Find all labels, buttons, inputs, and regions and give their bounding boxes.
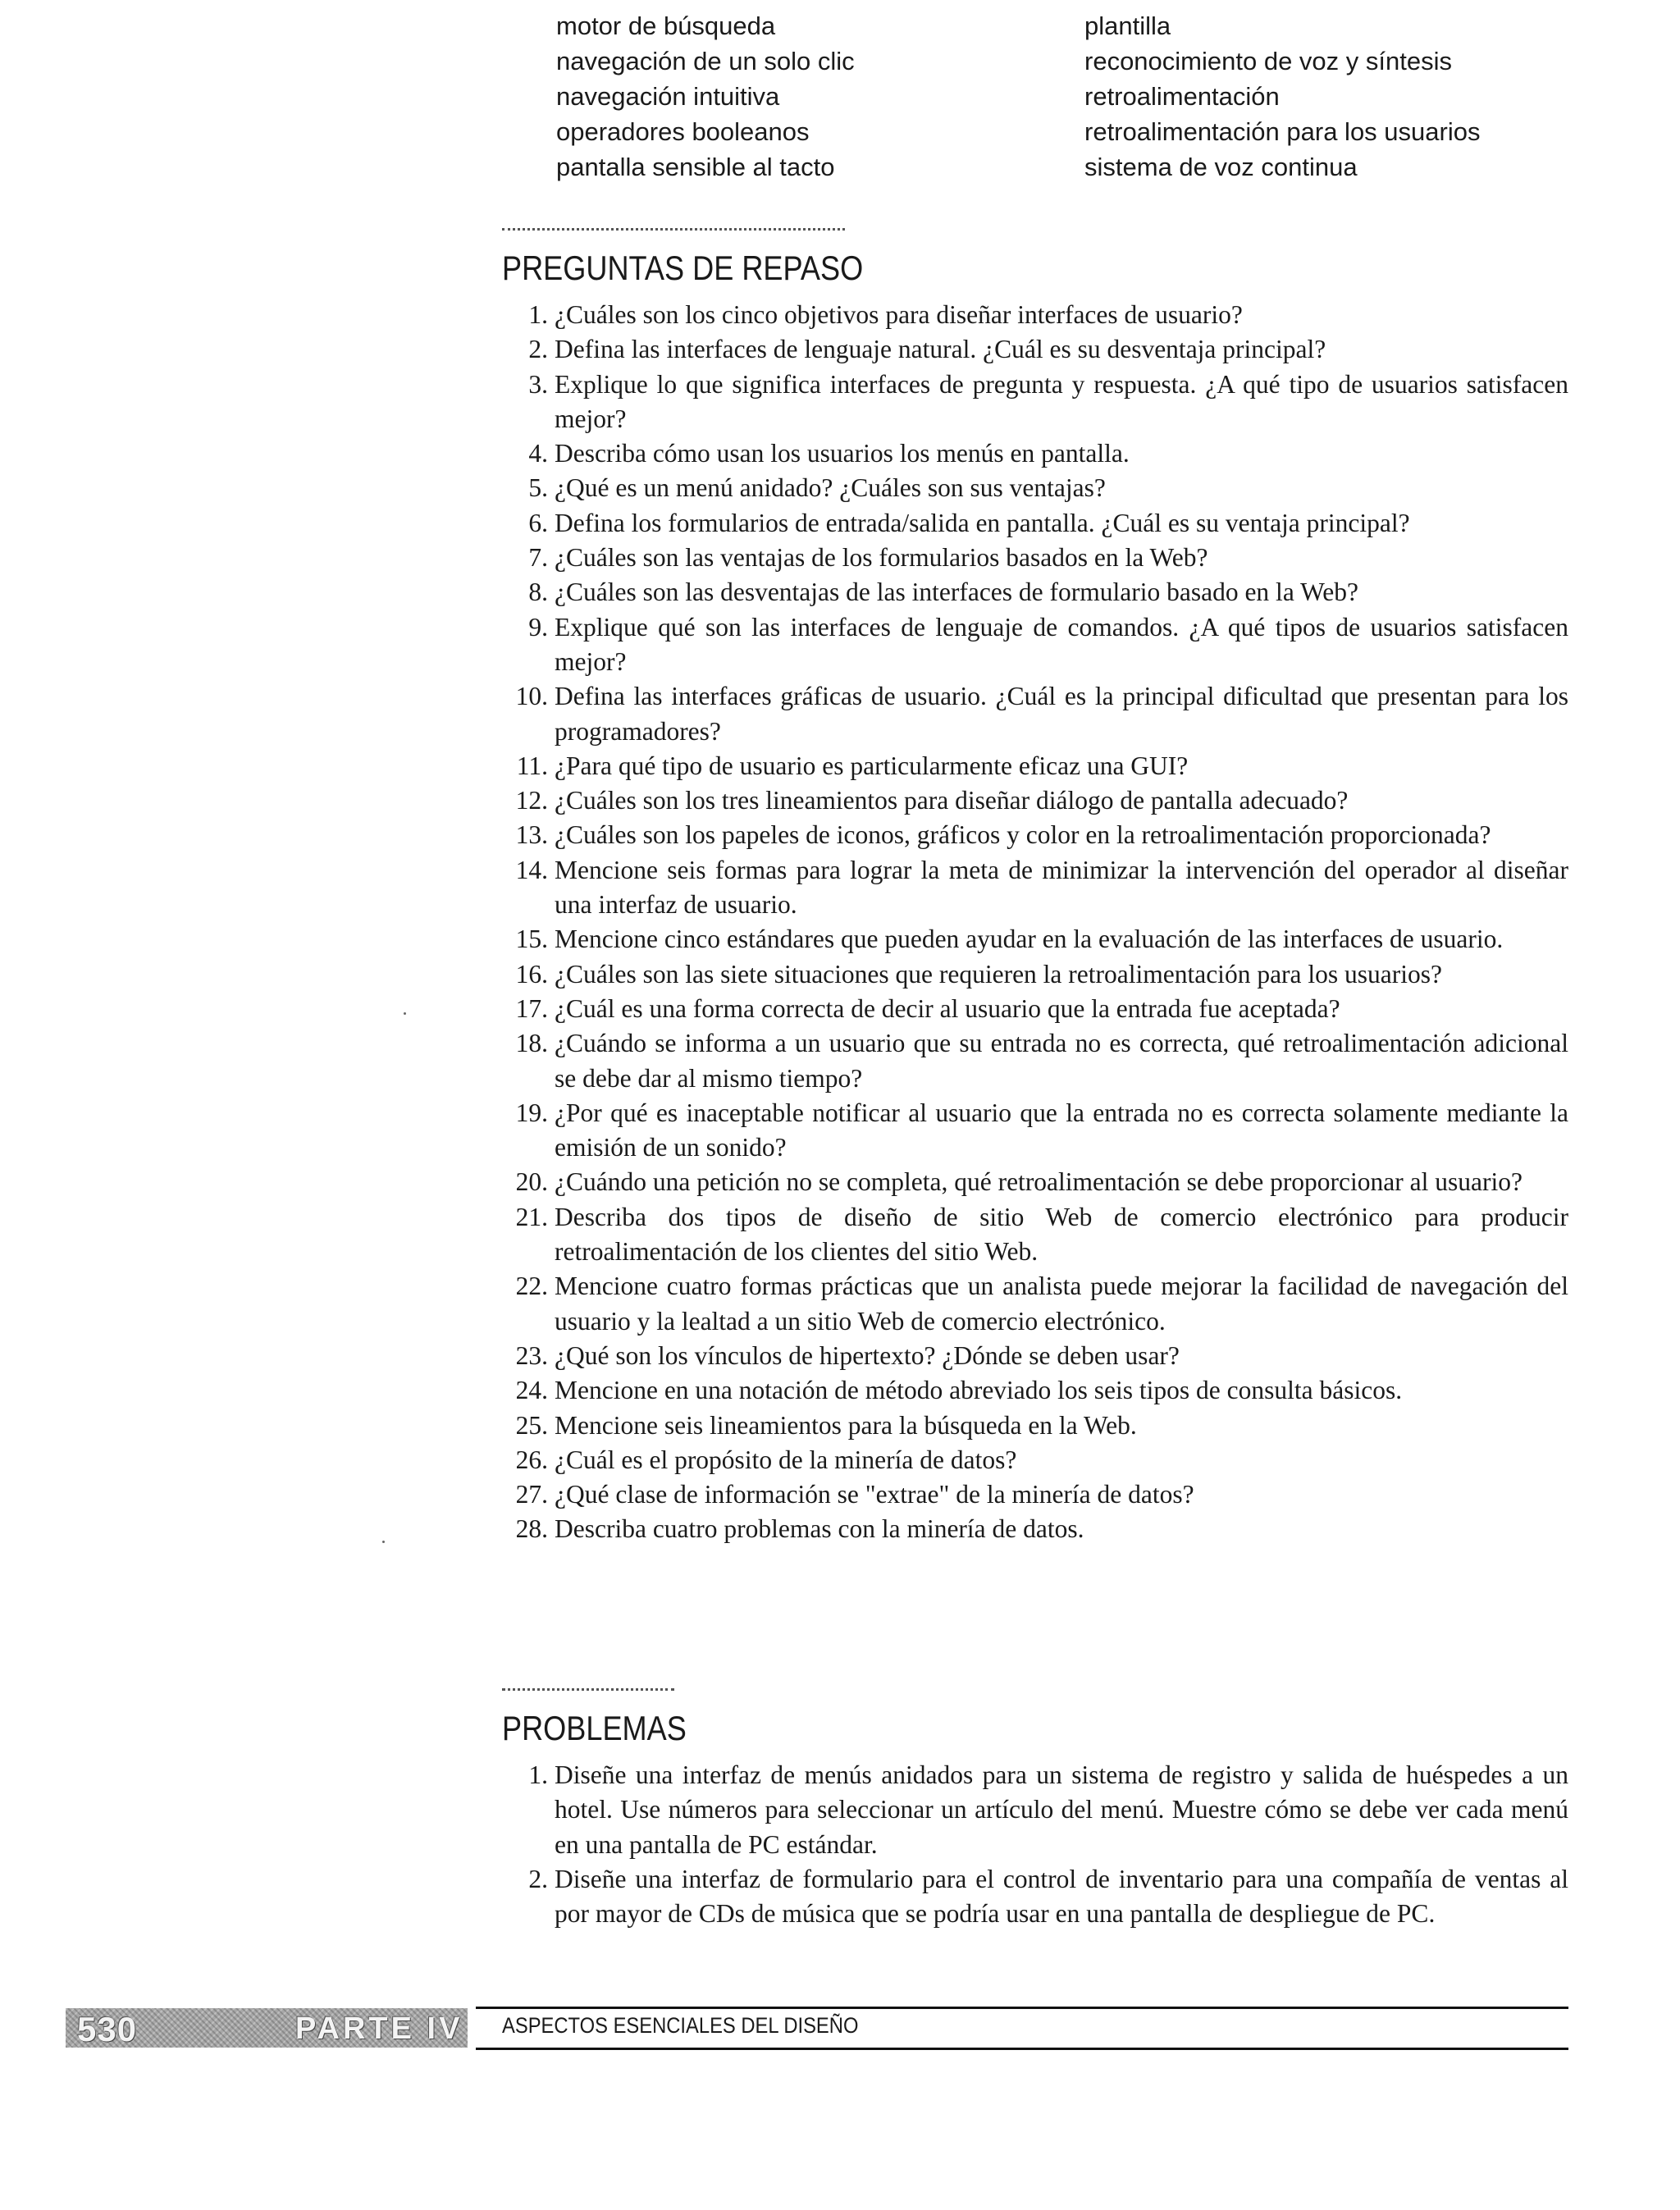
question-item (502, 957, 1568, 992)
question-number: 9. (528, 612, 548, 642)
question-text: Describa cómo usan los usuarios los menús en pantalla. (555, 439, 1130, 468)
question-text: Describa dos tipos de diseño de sitio Web de comercio electrónico para producir retroalimentación de los clientes del sitio Web. (555, 1202, 1568, 1267)
question-number: 27. (515, 1480, 548, 1509)
question-text: Defina las interfaces gráficas de usuario. ¿Cuál es la principal dificultad que presentan para los programadores? (555, 682, 1568, 746)
question-number: 14. (515, 855, 548, 884)
question-item (502, 818, 1568, 852)
chapter-running-title: ASPECTOS ESENCIALES DEL DISEÑO (502, 2013, 859, 2038)
review-questions-list (502, 298, 1568, 1547)
question-item (502, 471, 1568, 505)
question-number: 26. (515, 1445, 548, 1474)
question-number: 1. (528, 1760, 548, 1789)
term: sistema de voz continua (1084, 153, 1358, 181)
term: retroalimentación para los usuarios (1084, 117, 1481, 146)
part-banner (66, 2008, 468, 2048)
question-item (502, 1096, 1568, 1166)
question-text: ¿Qué clase de información se "extrae" de la minería de datos? (555, 1480, 1194, 1509)
question-text: ¿Cuáles son las ventajas de los formularios basados en la Web? (555, 543, 1208, 573)
question-number: 1. (528, 300, 548, 329)
question-item (502, 1373, 1568, 1408)
question-item (502, 1477, 1568, 1512)
question-text: Explique qué son las interfaces de lenguaje de comandos. ¿A qué tipos de usuarios satisfacen mejor? (555, 612, 1568, 676)
question-number: 28. (515, 1514, 548, 1544)
terms-right-column (1084, 8, 1480, 185)
question-number: 10. (515, 682, 548, 711)
question-number: 17. (515, 993, 548, 1023)
question-text: ¿Para qué tipo de usuario es particularmente eficaz una GUI? (555, 751, 1189, 780)
question-text: Diseñe una interfaz de formulario para el control de inventario para una compañía de ventas al por mayor de CDs de música que se podría usar en una pantalla de despliegue de PC. (555, 1864, 1568, 1929)
section-title: PROBLEMAS (502, 1709, 687, 1747)
question-number: 18. (515, 1029, 548, 1058)
question-text: ¿Cuándo una petición no se completa, qué retroalimentación se debe proporcionar al usuario? (555, 1167, 1522, 1197)
question-text: Defina las interfaces de lenguaje natural. ¿Cuál es su desventaja principal? (555, 335, 1326, 364)
term: pantalla sensible al tacto (556, 153, 835, 181)
section-title: PREGUNTAS DE REPASO (502, 249, 864, 287)
question-number: 6. (528, 508, 548, 537)
question-text: ¿Cuáles son los cinco objetivos para diseñar interfaces de usuario? (555, 300, 1243, 329)
question-item (502, 1200, 1568, 1270)
term: reconocimiento de voz y síntesis (1084, 47, 1452, 75)
question-text: ¿Cuál es el propósito de la minería de datos? (555, 1445, 1017, 1474)
question-item (502, 992, 1568, 1026)
question-text: ¿Cuáles son los tres lineamientos para diseñar diálogo de pantalla adecuado? (555, 786, 1349, 815)
dotted-divider (502, 1688, 674, 1691)
problems-list (502, 1758, 1568, 1931)
question-item (502, 922, 1568, 957)
term: navegación de un solo clic (556, 47, 855, 75)
question-number: 4. (528, 439, 548, 468)
question-item (502, 436, 1568, 471)
question-item (502, 506, 1568, 541)
question-number: 11. (516, 751, 548, 780)
term: retroalimentación (1084, 82, 1280, 111)
question-number: 21. (515, 1202, 548, 1231)
question-number: 3. (528, 369, 548, 399)
term: operadores booleanos (556, 117, 810, 146)
question-text: Mencione seis formas para lograr la meta de minimizar la intervención del operador al diseñar una interfaz de usuario. (555, 855, 1568, 920)
question-number: 8. (528, 578, 548, 607)
question-item (502, 575, 1568, 610)
question-text: Defina los formularios de entrada/salida en pantalla. ¿Cuál es su ventaja principal? (555, 508, 1410, 537)
term: motor de búsqueda (556, 11, 776, 40)
question-item (502, 1512, 1568, 1546)
question-number: 22. (515, 1272, 548, 1301)
question-number: 24. (515, 1376, 548, 1405)
review-questions-section (502, 228, 1568, 1547)
question-item (502, 679, 1568, 749)
question-item (502, 1339, 1568, 1373)
question-text: ¿Cuáles son las siete situaciones que requieren la retroalimentación para los usuarios? (555, 959, 1442, 989)
question-number: 12. (515, 786, 548, 815)
question-item (502, 853, 1568, 923)
question-number: 7. (528, 543, 548, 573)
question-item (502, 298, 1568, 332)
term: navegación intuitiva (556, 82, 780, 111)
question-number: 2. (528, 335, 548, 364)
terms-left-column (556, 8, 855, 185)
question-text: Mencione cuatro formas prácticas que un analista puede mejorar la facilidad de navegación del usuario y la lealtad a un sitio Web de comercio electrónico. (555, 1272, 1568, 1336)
part-label: PARTE IV (295, 2011, 463, 2046)
question-number: 5. (528, 473, 548, 503)
question-number: 15. (515, 925, 548, 954)
scan-speck (404, 1012, 406, 1015)
question-item (502, 1409, 1568, 1443)
scan-speck (382, 1541, 385, 1543)
question-text: Mencione seis lineamientos para la búsqueda en la Web. (555, 1410, 1137, 1440)
dotted-divider (502, 228, 845, 231)
glossary-terms (0, 8, 1680, 189)
question-text: Mencione cinco estándares que pueden ayudar en la evaluación de las interfaces de usuario. (555, 925, 1504, 954)
question-item (502, 332, 1568, 367)
question-item (502, 783, 1568, 818)
question-item (502, 1443, 1568, 1477)
question-text: Describa cuatro problemas con la minería de datos. (555, 1514, 1084, 1544)
question-item (502, 1862, 1568, 1932)
question-text: Mencione en una notación de método abreviado los seis tipos de consulta básicos. (555, 1376, 1403, 1405)
question-text: ¿Cuáles son las desventajas de las interfaces de formulario basado en la Web? (555, 578, 1359, 607)
question-number: 16. (515, 959, 548, 989)
footer-rule (476, 2048, 1568, 2050)
question-item (502, 541, 1568, 575)
question-text: ¿Cuáles son los papeles de iconos, gráficos y color en la retroalimentación proporcionada? (555, 820, 1491, 850)
term: plantilla (1084, 11, 1171, 40)
question-item (502, 610, 1568, 680)
question-text: Diseñe una interfaz de menús anidados para un sistema de registro y salida de huéspedes a un hotel. Use números para seleccionar un artículo del menú. Muestre cómo se debe ver cada menú en una pantalla de PC estándar. (555, 1760, 1568, 1859)
footer-rule (476, 2007, 1568, 2009)
problems-section (502, 1688, 1568, 1931)
question-number: 23. (515, 1340, 548, 1370)
page-number: 530 (77, 2010, 138, 2048)
question-text: ¿Qué son los vínculos de hipertexto? ¿Dónde se deben usar? (555, 1340, 1180, 1370)
question-item (502, 1269, 1568, 1339)
question-number: 20. (515, 1167, 548, 1197)
question-text: ¿Cuándo se informa a un usuario que su entrada no es correcta, qué retroalimentación adicional se debe dar al mismo tiempo? (555, 1029, 1568, 1093)
question-text: Explique lo que significa interfaces de pregunta y respuesta. ¿A qué tipo de usuarios satisfacen mejor? (555, 369, 1568, 433)
question-item (502, 749, 1568, 783)
question-item (502, 368, 1568, 437)
question-number: 13. (515, 820, 548, 850)
question-text: ¿Qué es un menú anidado? ¿Cuáles son sus ventajas? (555, 473, 1106, 503)
question-item (502, 1026, 1568, 1096)
question-number: 2. (528, 1864, 548, 1893)
question-item (502, 1165, 1568, 1199)
question-text: ¿Cuál es una forma correcta de decir al usuario que la entrada fue aceptada? (555, 993, 1340, 1023)
page-footer (66, 2007, 1568, 2052)
question-item (502, 1758, 1568, 1862)
question-number: 19. (515, 1098, 548, 1127)
question-text: ¿Por qué es inaceptable notificar al usuario que la entrada no es correcta solamente mediante la emisión de un sonido? (555, 1098, 1568, 1162)
question-number: 25. (515, 1410, 548, 1440)
